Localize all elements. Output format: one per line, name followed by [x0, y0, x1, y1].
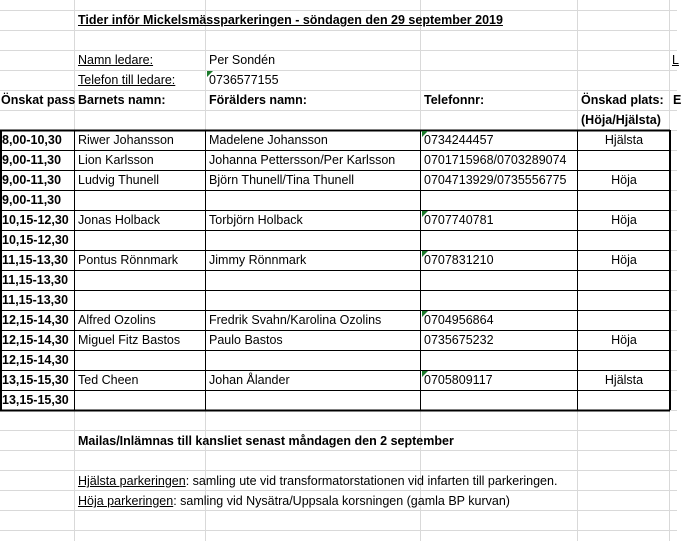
- parent-name-cell[interactable]: Madelene Johansson: [209, 133, 328, 147]
- hjalsta-info[interactable]: [75, 471, 557, 491]
- time-cell[interactable]: 10,15-12,30: [2, 213, 69, 227]
- time-cell[interactable]: 11,15-13,30: [2, 293, 69, 307]
- child-name-cell[interactable]: [75, 390, 78, 410]
- time-cell[interactable]: 13,15-15,30: [2, 393, 69, 407]
- phone-cell[interactable]: 0704713929/0735556775: [424, 173, 567, 187]
- parent-name-cell[interactable]: Johan Ålander: [209, 373, 290, 387]
- time-cell[interactable]: 9,00-11,30: [2, 173, 62, 187]
- child-name-cell[interactable]: [75, 350, 78, 370]
- child-name-cell[interactable]: Miguel Fitz Bastos: [78, 333, 181, 347]
- header-edge-fragment[interactable]: E: [673, 93, 681, 107]
- cell-warning-indicator-icon: [207, 71, 213, 77]
- phone-cell[interactable]: [421, 350, 424, 370]
- phone-cell[interactable]: 0704956864: [424, 313, 494, 327]
- time-cell[interactable]: 13,15-15,30: [2, 373, 69, 387]
- parent-name-cell[interactable]: Jimmy Rönnmark: [209, 253, 307, 267]
- time-cell[interactable]: 9,00-11,30: [2, 193, 62, 207]
- parent-name-cell[interactable]: [206, 290, 209, 310]
- time-cell[interactable]: 8,00-10,30: [2, 133, 62, 147]
- edge-fragment-cell[interactable]: L: [672, 53, 679, 67]
- time-cell[interactable]: 9,00-11,30: [2, 153, 62, 167]
- phone-cell[interactable]: 0701715968/0703289074: [424, 153, 567, 167]
- child-name-cell[interactable]: Riwer Johansson: [78, 133, 174, 147]
- hoja-info[interactable]: [75, 491, 510, 511]
- child-name-cell[interactable]: Ludvig Thunell: [78, 173, 160, 187]
- cell-warning-indicator-icon: [422, 251, 428, 257]
- phone-cell[interactable]: [421, 190, 424, 210]
- hoja-text: : samling vid Nysätra/Uppsala korsningen (gamla BP kurvan): [173, 494, 510, 508]
- child-name-cell[interactable]: Lion Karlsson: [78, 153, 154, 167]
- header-place[interactable]: Önskad plats:: [581, 93, 664, 107]
- cell-warning-indicator-icon: [422, 371, 428, 377]
- header-parent[interactable]: Förälders namn:: [209, 93, 307, 107]
- phone-cell[interactable]: [421, 390, 424, 410]
- child-name-cell[interactable]: [75, 270, 78, 290]
- place-cell[interactable]: [578, 290, 670, 310]
- phone-cell[interactable]: 0707740781: [424, 213, 494, 227]
- child-name-cell[interactable]: [75, 230, 78, 250]
- time-cell[interactable]: 12,15-14,30: [2, 313, 69, 327]
- parent-name-cell[interactable]: Björn Thunell/Tina Thunell: [209, 173, 354, 187]
- time-cell[interactable]: 10,15-12,30: [2, 233, 69, 247]
- parent-name-cell[interactable]: Paulo Bastos: [209, 333, 283, 347]
- phone-cell[interactable]: [421, 230, 424, 250]
- header-place-sub[interactable]: (Höja/Hjälsta): [581, 113, 661, 127]
- time-cell[interactable]: 11,15-13,30: [2, 273, 69, 287]
- time-cell[interactable]: 11,15-13,30: [2, 253, 69, 267]
- phone-cell[interactable]: 0734244457: [424, 133, 494, 147]
- child-name-cell[interactable]: Pontus Rönnmark: [78, 253, 179, 267]
- leader-name-label[interactable]: Namn ledare:: [78, 53, 154, 67]
- hjalsta-text: : samling ute vid transformatorstationen vid infarten till parkeringen.: [185, 474, 558, 488]
- sheet-title[interactable]: Tider inför Mickelsmässparkeringen - söndagen den 29 september 2019: [78, 13, 503, 27]
- child-name-cell[interactable]: Jonas Holback: [78, 213, 160, 227]
- place-cell[interactable]: Höja: [611, 173, 637, 187]
- parent-name-cell[interactable]: Torbjörn Holback: [209, 213, 303, 227]
- place-cell[interactable]: [578, 270, 670, 290]
- leader-name-value[interactable]: Per Sondén: [209, 53, 276, 67]
- place-cell[interactable]: [578, 390, 670, 410]
- header-child[interactable]: Barnets namn:: [78, 93, 166, 107]
- leader-phone-label[interactable]: Telefon till ledare:: [78, 73, 176, 87]
- header-time[interactable]: Önskat pass: [1, 93, 76, 107]
- place-cell[interactable]: Hjälsta: [604, 373, 644, 387]
- parent-name-cell[interactable]: [206, 190, 209, 210]
- place-cell[interactable]: Hjälsta: [604, 133, 644, 147]
- cell-warning-indicator-icon: [422, 131, 428, 137]
- child-name-cell[interactable]: [75, 190, 78, 210]
- place-cell[interactable]: [578, 310, 670, 330]
- child-name-cell[interactable]: [75, 290, 78, 310]
- parent-name-cell[interactable]: [206, 270, 209, 290]
- parent-name-cell[interactable]: [206, 230, 209, 250]
- parent-name-cell[interactable]: [206, 350, 209, 370]
- child-name-cell[interactable]: Ted Cheen: [78, 373, 139, 387]
- leader-phone-value[interactable]: 0736577155: [209, 73, 279, 87]
- phone-cell[interactable]: 0707831210: [424, 253, 494, 267]
- hjalsta-label: Hjälsta parkeringen: [78, 474, 186, 488]
- phone-cell[interactable]: [421, 290, 424, 310]
- parent-name-cell[interactable]: [206, 390, 209, 410]
- parent-name-cell[interactable]: Fredrik Svahn/Karolina Ozolins: [209, 313, 382, 327]
- place-cell[interactable]: [578, 150, 670, 170]
- cell-warning-indicator-icon: [422, 211, 428, 217]
- place-cell[interactable]: [578, 350, 670, 370]
- place-cell[interactable]: Höja: [611, 213, 637, 227]
- phone-cell[interactable]: [421, 270, 424, 290]
- phone-cell[interactable]: 0735675232: [424, 333, 494, 347]
- parent-name-cell[interactable]: Johanna Pettersson/Per Karlsson: [209, 153, 396, 167]
- hoja-label: Höja parkeringen: [78, 494, 174, 508]
- place-cell[interactable]: Höja: [611, 333, 637, 347]
- place-cell[interactable]: Höja: [611, 253, 637, 267]
- phone-cell[interactable]: 0705809117: [424, 373, 493, 387]
- place-cell[interactable]: [578, 190, 670, 210]
- mail-notice[interactable]: Mailas/Inlämnas till kansliet senast måndagen den 2 september: [78, 434, 454, 448]
- place-cell[interactable]: [578, 230, 670, 250]
- time-cell[interactable]: 12,15-14,30: [2, 353, 69, 367]
- child-name-cell[interactable]: Alfred Ozolins: [78, 313, 156, 327]
- time-cell[interactable]: 12,15-14,30: [2, 333, 69, 347]
- cell-warning-indicator-icon: [422, 311, 428, 317]
- header-phone[interactable]: Telefonnr:: [424, 93, 485, 107]
